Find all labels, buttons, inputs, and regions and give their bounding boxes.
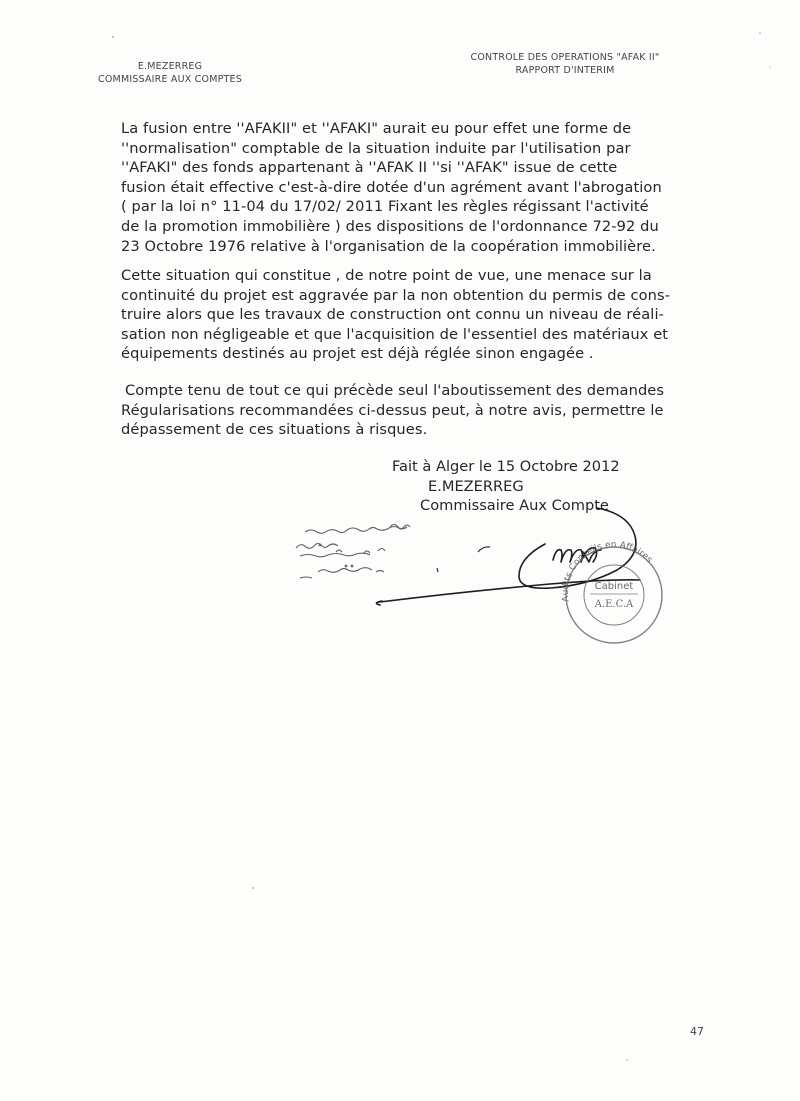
paragraph-3: [121, 381, 711, 440]
text-line: truire alors que les travaux de construction ont connu un niveau de réali-: [121, 306, 664, 324]
text-line: continuité du projet est aggravée par la non obtention du permis de cons-: [121, 286, 671, 304]
page-number: 47: [690, 1025, 704, 1038]
text-line: sation non négligeable et que l'acquisition de l'essentiel des matériaux et: [121, 325, 669, 343]
text-line: fusion était effective c'est-à-dire dotée d'un agrément avant l'abrogation: [121, 178, 662, 196]
author-name: E.MEZERREG: [137, 61, 203, 72]
signatory-title: Commissaire Aux Compte: [420, 497, 609, 515]
report-subject: CONTROLE DES OPERATIONS "AFAK II": [470, 52, 660, 63]
stamp-arc-text: Audits Conseils en Affaires: [560, 540, 655, 603]
text-line: Compte tenu de tout ce qui précède seul l'aboutissement des demandes: [125, 382, 665, 399]
report-type: RAPPORT D'INTERIM: [515, 65, 615, 76]
text-line: Régularisations recommandées ci-dessus peut, à notre avis, permettre le: [121, 401, 664, 419]
text-line: La fusion entre ''AFAKII" et ''AFAKI" aurait eu pour effet une forme de: [121, 120, 632, 137]
arabic-stamp-icon: [296, 525, 410, 579]
paragraph-1: [121, 119, 711, 256]
text-line: Cette situation qui constitue , de notre point de vue, une menace sur la: [121, 267, 652, 284]
text-line: dépassement de ces situations à risques.: [121, 421, 428, 439]
header-left: [80, 60, 260, 86]
svg-text:Audits Conseils en Affaires: [561, 540, 654, 602]
signatory-name: E.MEZERREG: [428, 477, 524, 495]
signature-icon: [376, 508, 640, 605]
company-stamp-icon: [561, 540, 662, 643]
header-right: [440, 51, 690, 77]
stamp-code: A.E.C.A: [594, 599, 634, 610]
text-line: ( par la loi n° 11-04 du 17/02/ 2011 Fixant les règles régissant l'activité: [121, 198, 649, 216]
text-line: ''normalisation" comptable de la situation induite par l'utilisation par: [121, 139, 631, 157]
text-line: équipements destinés au projet est déjà réglée sinon engagée .: [121, 345, 594, 363]
text-line: 23 Octobre 1976 relative à l'organisation de la coopération immobilière.: [121, 237, 656, 255]
paragraph-2: [121, 266, 711, 364]
closing-block: [392, 457, 620, 516]
place-date: Fait à Alger le 15 Octobre 2012: [392, 458, 620, 475]
author-title: COMMISSAIRE AUX COMPTES: [98, 74, 242, 85]
text-line: de la promotion immobilière ) des dispositions de l'ordonnance 72-92 du: [121, 217, 659, 235]
text-line: ''AFAKI" des fonds appartenant à ''AFAK II ''si ''AFAK" issue de cette: [121, 159, 618, 177]
stamp-center-label: Cabinet: [594, 581, 634, 592]
